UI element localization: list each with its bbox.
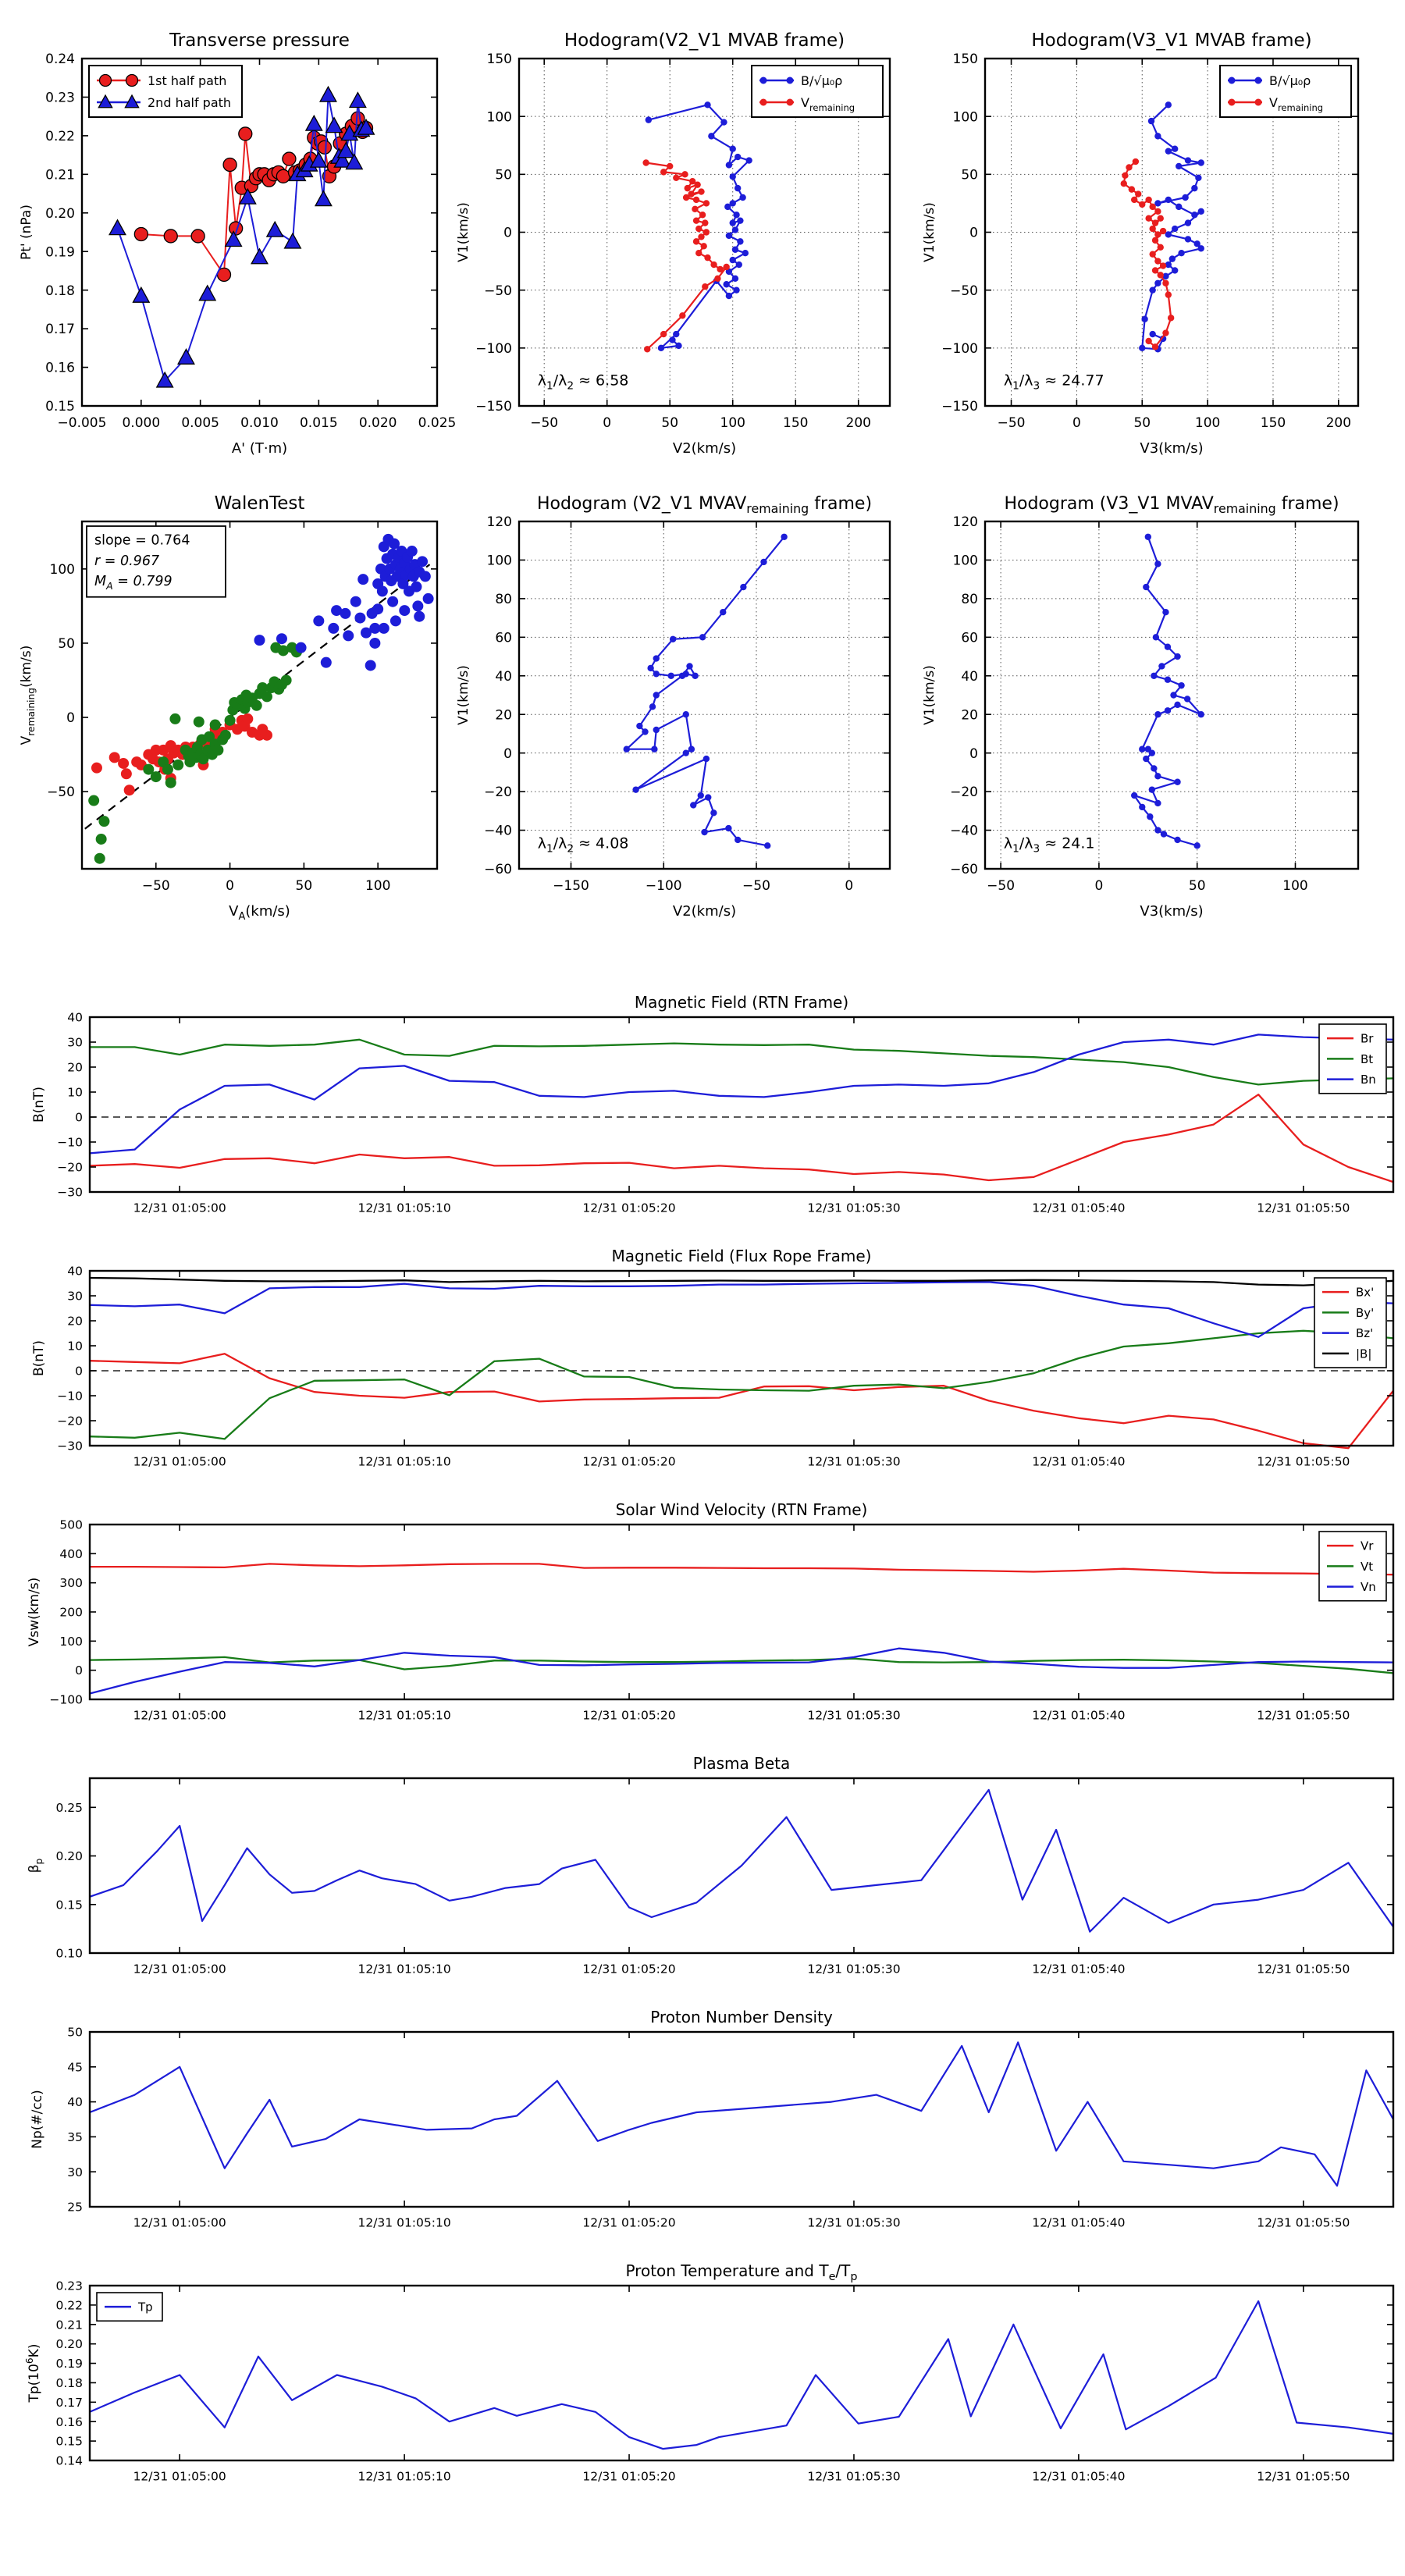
- svg-text:20: 20: [961, 707, 978, 724]
- svg-text:200: 200: [59, 1605, 83, 1620]
- svg-text:Tp: Tp: [138, 2300, 153, 2314]
- svg-text:200: 200: [1325, 415, 1352, 431]
- svg-text:120: 120: [486, 514, 512, 531]
- svg-text:12/31 01:05:00: 12/31 01:05:00: [133, 1454, 226, 1469]
- svg-text:βp​: $\beta_p$: [27, 1858, 44, 1873]
- svg-text:0.19: 0.19: [45, 244, 75, 261]
- svg-text:12/31 01:05:10: 12/31 01:05:10: [357, 1201, 451, 1215]
- svg-text:0: 0: [75, 1663, 83, 1678]
- svg-text:Hodogram(V2_V1 MVAB frame): Hodogram(V2_V1 MVAB frame): [564, 30, 845, 51]
- svg-text:0.15: 0.15: [55, 1898, 83, 1912]
- panel-magnetic-field-rtn: [31, 993, 1393, 1215]
- svg-text:0: 0: [1094, 878, 1104, 894]
- svg-text:VA​(km/s): $V_A(km/s)$: [229, 903, 290, 923]
- svg-text:−50: −50: [742, 878, 770, 894]
- svg-text:−20: −20: [57, 1414, 83, 1429]
- svg-text:0.16: 0.16: [45, 360, 75, 376]
- svg-text:λ1​/λ2​ ≈ 6.58: $\lambda_1/\lambda_2 \approx 6.58$: [537, 372, 629, 393]
- svg-text:B(nT): B(nT): [31, 1340, 47, 1377]
- svg-text:Vn: Vn: [1361, 1580, 1376, 1595]
- svg-text:50: 50: [67, 2025, 83, 2040]
- svg-text:12/31 01:05:40: 12/31 01:05:40: [1032, 1962, 1126, 1976]
- svg-text:12/31 01:05:30: 12/31 01:05:30: [807, 1454, 901, 1469]
- svg-text:V3(km/s): V3(km/s): [1140, 903, 1204, 920]
- svg-text:−40: −40: [484, 823, 512, 839]
- svg-text:12/31 01:05:10: 12/31 01:05:10: [357, 2469, 451, 2484]
- svg-text:Bx': Bx': [1356, 1285, 1375, 1300]
- svg-text:Bn: Bn: [1361, 1073, 1376, 1087]
- svg-text:12/31 01:05:20: 12/31 01:05:20: [582, 1454, 676, 1469]
- svg-text:150: 150: [952, 52, 978, 68]
- panel-hodogram-v2v1-mvab: [456, 30, 890, 457]
- svg-text:0.17: 0.17: [55, 2395, 83, 2410]
- svg-text:λ1​/λ2​ ≈ 4.08: $\lambda_1/\lambda_2 \approx 4.08$: [537, 834, 629, 856]
- svg-text:12/31 01:05:20: 12/31 01:05:20: [582, 2215, 676, 2230]
- svg-text:12/31 01:05:50: 12/31 01:05:50: [1257, 1962, 1350, 1976]
- panel-plasma-beta: [27, 1754, 1393, 1976]
- svg-text:−150: −150: [941, 399, 978, 415]
- svg-text:12/31 01:05:50: 12/31 01:05:50: [1257, 1201, 1350, 1215]
- svg-text:0.25: 0.25: [55, 1800, 83, 1815]
- svg-text:B/√μ₀ρ: B/√μ₀ρ: [801, 73, 843, 88]
- svg-text:Solar Wind Velocity (RTN Frame: Solar Wind Velocity (RTN Frame): [615, 1500, 868, 1519]
- svg-text:−50: −50: [530, 415, 559, 431]
- svg-text:V3(km/s): V3(km/s): [1140, 440, 1204, 457]
- panel-solar-wind-velocity: [27, 1500, 1393, 1723]
- svg-text:100: 100: [1282, 878, 1308, 894]
- panel-proton-temperature: [24, 2261, 1393, 2484]
- panel-walen-test: [19, 493, 437, 923]
- svg-text:Proton Number Density: Proton Number Density: [650, 2008, 833, 2026]
- svg-text:10: 10: [67, 1339, 83, 1354]
- svg-text:WalenTest: WalenTest: [214, 493, 305, 514]
- svg-text:500: 500: [59, 1517, 83, 1532]
- svg-text:12/31 01:05:00: 12/31 01:05:00: [133, 2215, 226, 2230]
- svg-text:50: 50: [1133, 415, 1151, 431]
- svg-text:λ1​/λ3​ ≈ 24.77: $\lambda_1/\lambda_3 \approx 24.77$: [1003, 372, 1104, 393]
- svg-text:12/31 01:05:20: 12/31 01:05:20: [582, 1708, 676, 1723]
- svg-text:100: 100: [49, 561, 75, 578]
- svg-text:12/31 01:05:40: 12/31 01:05:40: [1032, 1201, 1126, 1215]
- svg-text:50: 50: [961, 167, 978, 183]
- svg-text:Br: Br: [1361, 1031, 1374, 1046]
- svg-text:12/31 01:05:20: 12/31 01:05:20: [582, 2469, 676, 2484]
- svg-text:50: 50: [58, 636, 75, 653]
- svg-text:150: 150: [1260, 415, 1286, 431]
- svg-text:Np(#/cc): Np(#/cc): [30, 2090, 45, 2149]
- svg-text:40: 40: [961, 668, 978, 685]
- svg-text:0.16: 0.16: [55, 2414, 83, 2429]
- svg-text:100: 100: [486, 553, 512, 569]
- svg-text:0.15: 0.15: [45, 399, 75, 415]
- svg-text:12/31 01:05:40: 12/31 01:05:40: [1032, 2469, 1126, 2484]
- svg-text:200: 200: [845, 415, 871, 431]
- panel-hodogram-v2v1-mvav: [456, 494, 890, 920]
- svg-text:50: 50: [295, 878, 313, 894]
- svg-text:Proton Temperature and Te​/Tp​: Proton Temperature and $T_e/T_p$: [625, 2261, 858, 2283]
- svg-text:−50: −50: [997, 415, 1026, 431]
- svg-text:0.14: 0.14: [55, 2453, 83, 2468]
- svg-text:12/31 01:05:30: 12/31 01:05:30: [807, 2469, 901, 2484]
- svg-text:2nd half path: 2nd half path: [148, 94, 232, 110]
- svg-text:60: 60: [495, 630, 512, 646]
- panel-hodogram-v3v1-mvav: [922, 494, 1358, 920]
- svg-text:12/31 01:05:50: 12/31 01:05:50: [1257, 1454, 1350, 1469]
- svg-text:0: 0: [75, 1364, 83, 1379]
- svg-text:Magnetic Field (Flux Rope Fram: Magnetic Field (Flux Rope Frame): [611, 1247, 872, 1265]
- svg-text:30: 30: [67, 1035, 83, 1050]
- svg-text:12/31 01:05:50: 12/31 01:05:50: [1257, 2469, 1350, 2484]
- svg-text:−0.005: −0.005: [57, 415, 107, 431]
- svg-text:−50: −50: [141, 878, 170, 894]
- svg-text:0: 0: [75, 1110, 83, 1125]
- svg-text:−20: −20: [484, 785, 512, 801]
- svg-text:−150: −150: [553, 878, 589, 894]
- svg-text:V1(km/s): V1(km/s): [456, 202, 471, 262]
- svg-text:12/31 01:05:20: 12/31 01:05:20: [582, 1962, 676, 1976]
- svg-text:0.22: 0.22: [45, 129, 75, 145]
- svg-text:By': By': [1356, 1305, 1375, 1320]
- svg-text:λ1​/λ3​ ≈ 24.1: $\lambda_1/\lambda_3 \approx 24.1$: [1003, 834, 1095, 856]
- svg-text:0.20: 0.20: [55, 1849, 83, 1864]
- svg-text:−50: −50: [484, 283, 512, 299]
- svg-text:150: 150: [783, 415, 809, 431]
- svg-text:0.21: 0.21: [45, 167, 75, 183]
- svg-text:0.23: 0.23: [55, 2279, 83, 2293]
- svg-text:1st half path: 1st half path: [148, 73, 227, 88]
- svg-text:Vremaining​(km/s): $V_{remaining}(km/s)$: [19, 645, 37, 745]
- svg-text:40: 40: [67, 2095, 83, 2110]
- svg-text:Vr: Vr: [1361, 1539, 1374, 1553]
- svg-text:12/31 01:05:00: 12/31 01:05:00: [133, 1708, 226, 1723]
- svg-text:20: 20: [495, 707, 512, 724]
- svg-text:0.17: 0.17: [45, 322, 75, 338]
- svg-text:20: 20: [67, 1060, 83, 1075]
- svg-text:0: 0: [603, 415, 612, 431]
- svg-text:12/31 01:05:30: 12/31 01:05:30: [807, 1201, 901, 1215]
- svg-text:0.005: 0.005: [181, 415, 220, 431]
- svg-text:V1(km/s): V1(km/s): [456, 665, 471, 725]
- svg-text:Vremaining​: $V_{remaining}$: [1269, 94, 1324, 113]
- svg-text:−100: −100: [941, 340, 978, 357]
- svg-text:−40: −40: [950, 823, 978, 839]
- svg-text:V1(km/s): V1(km/s): [922, 202, 937, 262]
- svg-text:0.010: 0.010: [240, 415, 279, 431]
- svg-text:0: 0: [503, 745, 512, 762]
- svg-text:100: 100: [365, 878, 391, 894]
- svg-text:12/31 01:05:30: 12/31 01:05:30: [807, 2215, 901, 2230]
- svg-text:12/31 01:05:10: 12/31 01:05:10: [357, 1454, 451, 1469]
- svg-text:100: 100: [486, 109, 512, 126]
- svg-text:12/31 01:05:20: 12/31 01:05:20: [582, 1201, 676, 1215]
- svg-text:40: 40: [495, 668, 512, 685]
- svg-text:Magnetic Field (RTN Frame): Magnetic Field (RTN Frame): [634, 993, 849, 1012]
- svg-text:0: 0: [845, 878, 854, 894]
- svg-text:V2(km/s): V2(km/s): [672, 440, 737, 457]
- svg-text:−30: −30: [57, 1185, 83, 1200]
- svg-text:0.10: 0.10: [55, 1946, 83, 1961]
- panel-hodogram-v3v1-mvab: [922, 30, 1358, 457]
- svg-text:−100: −100: [49, 1692, 83, 1707]
- svg-text:−100: −100: [475, 340, 512, 357]
- svg-text:12/31 01:05:10: 12/31 01:05:10: [357, 1708, 451, 1723]
- svg-text:Transverse pressure: Transverse pressure: [169, 30, 350, 51]
- svg-text:30: 30: [67, 1289, 83, 1304]
- svg-text:−10: −10: [57, 1135, 83, 1150]
- svg-text:12/31 01:05:40: 12/31 01:05:40: [1032, 1454, 1126, 1469]
- svg-text:30: 30: [67, 2165, 83, 2179]
- svg-text:0.020: 0.020: [358, 415, 397, 431]
- svg-text:V2(km/s): V2(km/s): [672, 903, 737, 920]
- svg-text:50: 50: [661, 415, 679, 431]
- svg-text:A' (T·m): A' (T·m): [231, 440, 288, 457]
- svg-text:12/31 01:05:50: 12/31 01:05:50: [1257, 1708, 1350, 1723]
- svg-text:Vremaining​: $V_{remaining}$: [801, 94, 855, 113]
- svg-text:0.025: 0.025: [418, 415, 457, 431]
- svg-text:12/31 01:05:00: 12/31 01:05:00: [133, 2469, 226, 2484]
- svg-text:12/31 01:05:30: 12/31 01:05:30: [807, 1962, 901, 1976]
- svg-text:MA​ = 0.799: $M_A = 0.799$: [94, 574, 173, 592]
- svg-text:B(nT): B(nT): [31, 1086, 47, 1123]
- panel-proton-number-density: [30, 2008, 1393, 2230]
- svg-text:Tp(106​K): $Tp(10^6K)$: [24, 2343, 42, 2403]
- svg-text:−60: −60: [950, 862, 978, 878]
- svg-text:Bt: Bt: [1361, 1051, 1374, 1066]
- svg-text:100: 100: [952, 109, 978, 126]
- svg-text:0.015: 0.015: [299, 415, 338, 431]
- svg-text:0.24: 0.24: [45, 52, 75, 68]
- svg-text:V1(km/s): V1(km/s): [922, 665, 937, 725]
- panel-transverse-pressure: [19, 30, 456, 457]
- svg-text:12/31 01:05:10: 12/31 01:05:10: [357, 1962, 451, 1976]
- svg-text:r = 0.967: r = 0.967: [94, 553, 160, 569]
- svg-text:12/31 01:05:40: 12/31 01:05:40: [1032, 2215, 1126, 2230]
- svg-text:Plasma Beta: Plasma Beta: [692, 1754, 791, 1773]
- svg-text:0: 0: [503, 225, 512, 241]
- svg-text:50: 50: [495, 167, 512, 183]
- svg-text:0.22: 0.22: [55, 2298, 83, 2313]
- svg-text:20: 20: [67, 1314, 83, 1329]
- svg-text:0.18: 0.18: [45, 283, 75, 299]
- svg-text:B/√μ₀ρ: B/√μ₀ρ: [1269, 73, 1311, 88]
- svg-text:Hodogram (V2_V1 MVAVremaining​: Hodogram (V2_V1 $MVAV_{remaining}$ frame): [536, 494, 873, 516]
- svg-text:0: 0: [1072, 415, 1081, 431]
- svg-text:Hodogram (V3_V1 MVAVremaining​: Hodogram (V3_V1 $MVAV_{remaining}$ frame): [1004, 494, 1339, 516]
- svg-text:−150: −150: [475, 399, 512, 415]
- svg-text:300: 300: [59, 1576, 83, 1591]
- svg-text:Pt' (nPa): Pt' (nPa): [19, 205, 34, 260]
- svg-text:−20: −20: [57, 1160, 83, 1175]
- svg-text:50: 50: [1188, 878, 1206, 894]
- svg-text:0.20: 0.20: [45, 205, 75, 222]
- svg-text:45: 45: [67, 2060, 83, 2075]
- svg-text:0.21: 0.21: [55, 2318, 83, 2332]
- svg-text:100: 100: [59, 1634, 83, 1649]
- svg-text:12/31 01:05:00: 12/31 01:05:00: [133, 1201, 226, 1215]
- svg-text:80: 80: [495, 592, 512, 608]
- svg-text:−50: −50: [987, 878, 1016, 894]
- svg-text:0.20: 0.20: [55, 2337, 83, 2352]
- svg-text:100: 100: [720, 415, 745, 431]
- svg-text:0.000: 0.000: [122, 415, 161, 431]
- svg-text:0.23: 0.23: [45, 90, 75, 106]
- svg-text:80: 80: [961, 592, 978, 608]
- svg-text:Hodogram(V3_V1 MVAB frame): Hodogram(V3_V1 MVAB frame): [1031, 30, 1312, 51]
- svg-text:12/31 01:05:10: 12/31 01:05:10: [357, 2215, 451, 2230]
- svg-text:0: 0: [969, 225, 978, 241]
- svg-text:−30: −30: [57, 1439, 83, 1453]
- svg-text:12/31 01:05:30: 12/31 01:05:30: [807, 1708, 901, 1723]
- svg-text:0: 0: [226, 878, 234, 894]
- svg-text:|B|: |B|: [1356, 1347, 1372, 1361]
- svg-text:25: 25: [67, 2200, 83, 2215]
- svg-text:Vsw(km/s): Vsw(km/s): [27, 1577, 42, 1647]
- svg-text:Bz': Bz': [1356, 1326, 1374, 1341]
- svg-text:120: 120: [952, 514, 978, 531]
- svg-text:40: 40: [67, 1264, 83, 1279]
- panel-magnetic-field-flux-rope: [31, 1247, 1393, 1469]
- svg-text:−50: −50: [47, 785, 75, 801]
- svg-text:100: 100: [1194, 415, 1221, 431]
- svg-text:0: 0: [66, 710, 75, 727]
- svg-text:0.18: 0.18: [55, 2376, 83, 2391]
- svg-text:0.19: 0.19: [55, 2357, 83, 2371]
- svg-text:slope = 0.764: slope = 0.764: [94, 532, 190, 549]
- svg-text:10: 10: [67, 1085, 83, 1100]
- svg-text:35: 35: [67, 2129, 83, 2144]
- svg-text:100: 100: [952, 553, 978, 569]
- svg-text:Vt: Vt: [1361, 1559, 1374, 1574]
- svg-text:−50: −50: [950, 283, 978, 299]
- svg-text:12/31 01:05:40: 12/31 01:05:40: [1032, 1708, 1126, 1723]
- svg-text:12/31 01:05:00: 12/31 01:05:00: [133, 1962, 226, 1976]
- svg-text:−10: −10: [57, 1389, 83, 1404]
- svg-text:0: 0: [969, 745, 978, 762]
- svg-text:0.15: 0.15: [55, 2434, 83, 2449]
- svg-text:40: 40: [67, 1010, 83, 1025]
- svg-text:−60: −60: [484, 862, 512, 878]
- svg-text:150: 150: [486, 52, 512, 68]
- svg-text:60: 60: [961, 630, 978, 646]
- svg-text:−20: −20: [950, 785, 978, 801]
- svg-text:−100: −100: [645, 878, 682, 894]
- svg-text:12/31 01:05:50: 12/31 01:05:50: [1257, 2215, 1350, 2230]
- svg-text:400: 400: [59, 1546, 83, 1561]
